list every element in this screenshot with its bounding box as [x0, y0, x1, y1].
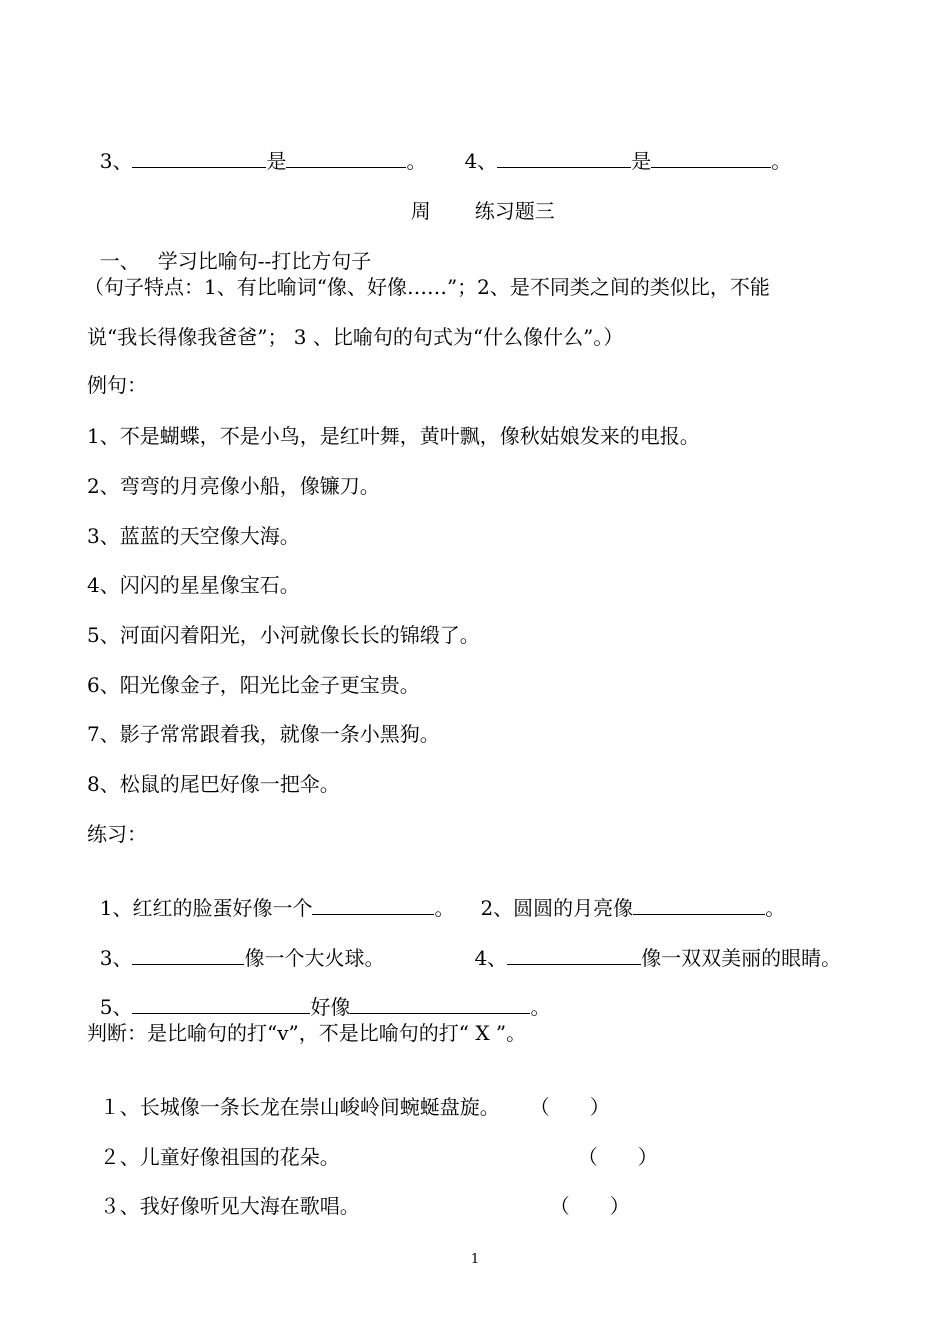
item3-number: 3、 [99, 149, 133, 173]
judge-item-3-paren: （ ） [549, 1194, 630, 1218]
item3-blank-2 [286, 149, 406, 168]
title-name: 练习题三 [474, 199, 555, 223]
practice-q5-blank-1 [132, 995, 310, 1014]
practice-q2-end: 。 [765, 896, 786, 920]
practice-q1-text: 1、红红的脸蛋好像一个 [99, 896, 313, 920]
practice-q1-end: 。 [434, 896, 455, 920]
item4-blank-1 [497, 149, 631, 168]
item3-end: 。 [406, 149, 427, 173]
judge-item-2-paren: （ ） [577, 1145, 658, 1169]
judge-item-2-text: ２、儿童好像祖国的花朵。 [99, 1145, 340, 1169]
judge-item-1-paren: （ ） [529, 1095, 610, 1119]
practice-q1-blank [312, 896, 434, 915]
example-item-7: 7、影子常常跟着我，就像一条小黑狗。 [87, 722, 440, 746]
example-item-1: 1、不是蝴蝶，不是小鸟，是红叶舞，黄叶飘，像秋姑娘发来的电报。 [87, 424, 700, 448]
judge-instructions: 判断：是比喻句的打“v”，不是比喻句的打“ X ”。 [87, 1021, 527, 1045]
practice-row-1 [87, 872, 785, 920]
practice-q5-blank-2 [350, 995, 530, 1014]
item4-blank-2 [651, 149, 771, 168]
note-line-2: 说“我长得像我爸爸”； 3 、比喻句的句式为“什么像什么”。） [87, 325, 624, 349]
practice-label: 练习： [87, 822, 147, 846]
examples-label: 例句： [87, 373, 147, 397]
item4-end: 。 [771, 149, 792, 173]
item4-number: 4、 [464, 149, 498, 173]
example-item-3: 3、蓝蓝的天空像大海。 [87, 524, 300, 548]
judge-item-3-text: ３、我好像听见大海在歌唱。 [99, 1194, 360, 1218]
practice-q3-number: 3、 [99, 946, 133, 970]
item4-connector: 是 [631, 149, 652, 173]
note-line-1: （句子特点：1、有比喻词“像、好像……”；2、是不同类之间的类似比，不能 [84, 275, 770, 299]
item3-blank-1 [132, 149, 266, 168]
section1-heading [87, 225, 371, 273]
practice-q4-text: 像一双双美丽的眼睛。 [641, 946, 842, 970]
practice-row-3 [87, 971, 550, 1019]
practice-q4-blank [507, 946, 641, 965]
judge-item-3 [87, 1170, 630, 1218]
judge-item-2 [87, 1121, 658, 1169]
practice-q2-text: 2、圆圆的月亮像 [480, 896, 634, 920]
practice-q2-blank [633, 896, 765, 915]
practice-row-2 [87, 922, 841, 970]
item3-connector: 是 [266, 149, 287, 173]
top-exercise-line [87, 125, 791, 173]
page-number: 1 [470, 1252, 480, 1267]
example-item-6: 6、阳光像金子，阳光比金子更宝贵。 [87, 673, 420, 697]
practice-q5-connector: 好像 [310, 995, 351, 1019]
example-item-4: 4、闪闪的星星像宝石。 [87, 573, 300, 597]
practice-q3-blank [132, 946, 244, 965]
example-item-5: 5、河面闪着阳光，小河就像长长的锦缎了。 [87, 623, 480, 647]
title-week: 周 [410, 199, 431, 223]
example-item-8: 8、松鼠的尾巴好像一把伞。 [87, 772, 340, 796]
practice-q3-text: 像一个大火球。 [244, 946, 385, 970]
example-item-2: 2、弯弯的月亮像小船，像镰刀。 [87, 474, 380, 498]
practice-q4-number: 4、 [474, 946, 508, 970]
practice-q5-end: 。 [530, 995, 551, 1019]
page-title [398, 175, 555, 223]
section1-number: 一、 [99, 249, 140, 273]
judge-item-1-text: １、长城像一条长龙在崇山峻岭间蜿蜒盘旋。 [99, 1095, 500, 1119]
judge-item-1 [87, 1071, 610, 1119]
practice-q5-number: 5、 [99, 995, 133, 1019]
section1-title: 学习比喻句--打比方句子 [157, 249, 372, 273]
